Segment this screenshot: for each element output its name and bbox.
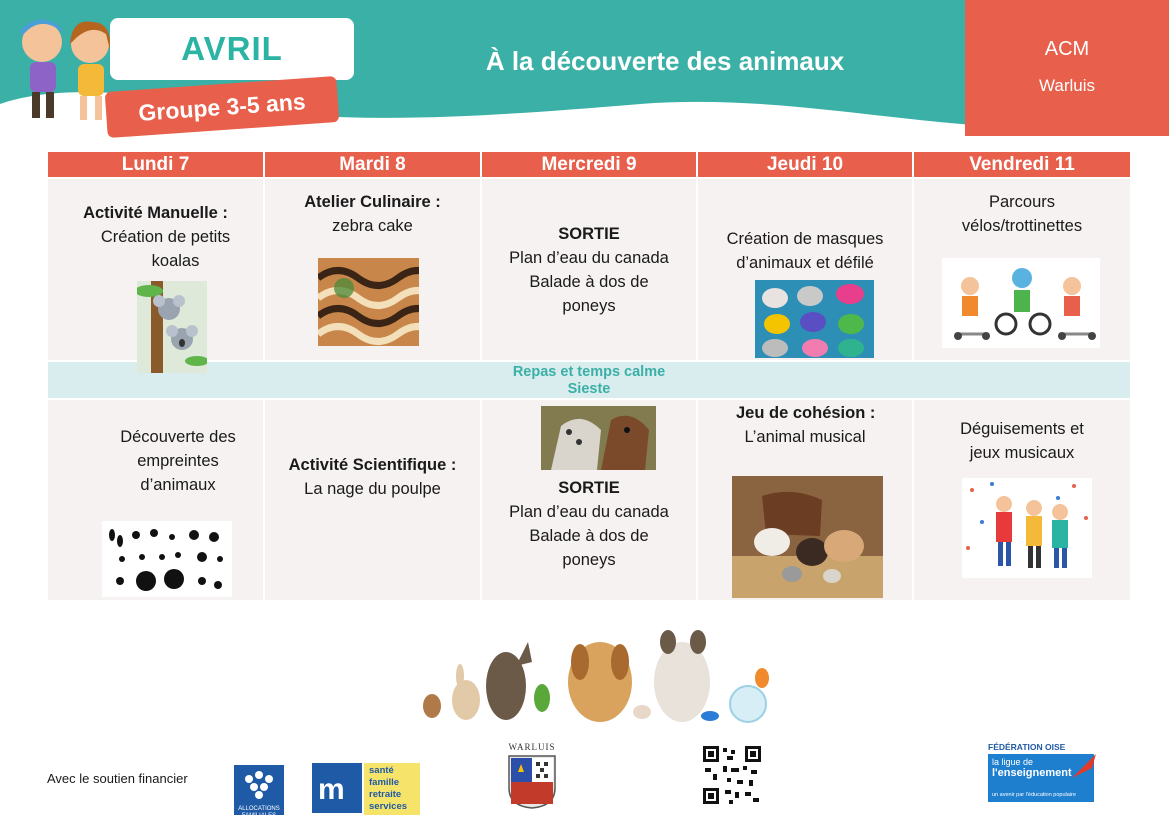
ligue-enseignement-logo: [988, 742, 1100, 804]
page-title: À la découverte des animaux: [485, 46, 845, 76]
afternoon-text-mardi: [275, 453, 470, 501]
msa-line: santé: [369, 765, 394, 776]
msa-line: services: [369, 801, 408, 812]
svg-text:m: m: [318, 773, 345, 806]
koala-craft-image: [137, 281, 207, 373]
ligue-tagline: un avenir par l'éducation populaire: [992, 792, 1076, 798]
ligue-line: l'enseignement: [992, 767, 1072, 779]
msa-line: retraite: [369, 789, 402, 800]
farm-animals-image: [732, 476, 883, 598]
horse-image: [541, 406, 656, 470]
activity-line: Déguisements et: [960, 420, 1084, 438]
group-tag: Groupe 3-5 ans: [105, 76, 340, 138]
animal-footprints-image: [102, 521, 232, 597]
qr-code[interactable]: [701, 744, 763, 806]
activity-line: Parcours: [988, 193, 1056, 211]
zebra-cake-image: [318, 258, 419, 346]
morning-text-vendredi: [924, 190, 1120, 238]
activity-line: poneys: [562, 551, 616, 569]
month-label-box: [110, 18, 354, 80]
lunch-break-row: [48, 362, 1130, 398]
warluis-crest-logo: [497, 742, 567, 812]
day-header-mardi: Mardi 8: [265, 152, 480, 177]
crest-label: WARLUIS: [508, 742, 556, 752]
activity-title: Activité Manuelle :: [83, 204, 228, 222]
activity-line: poneys: [562, 297, 616, 315]
activity-line: jeux musicaux: [969, 444, 1075, 462]
activity-title: SORTIE: [558, 225, 620, 243]
activity-line: Création de masques: [726, 230, 884, 248]
nap-label: Sieste: [567, 381, 611, 397]
msa-line: famille: [369, 777, 400, 788]
activity-line: koalas: [151, 252, 200, 270]
activity-title: Atelier Culinaire :: [304, 193, 441, 211]
morning-text-lundi: [63, 201, 248, 273]
day-header-mercredi: Mercredi 9: [482, 152, 696, 177]
animal-masks-image: [755, 280, 874, 358]
activity-line: zebra cake: [332, 217, 413, 235]
activity-line: La nage du poulpe: [304, 480, 441, 498]
activity-line: Balade à dos de: [529, 527, 649, 545]
afternoon-text-jeudi: [708, 401, 902, 449]
day-header-lundi: Lundi 7: [48, 152, 263, 177]
morning-text-mercredi: [492, 222, 686, 318]
organizer-town: Warluis: [1038, 76, 1096, 95]
bikes-scooters-image: [942, 258, 1100, 348]
activity-title: Activité Scientifique :: [288, 456, 457, 474]
lunch-label: Repas et temps calme: [512, 364, 666, 380]
msa-logo: [312, 763, 420, 815]
costume-party-image: [962, 478, 1092, 578]
morning-text-jeudi: [708, 227, 902, 275]
activity-line: L’animal musical: [744, 428, 866, 446]
weekly-schedule-table: [48, 152, 1130, 600]
afternoon-text-lundi: [93, 425, 263, 497]
caf-logo: [234, 765, 284, 819]
day-header-vendredi: Vendredi 11: [914, 152, 1130, 177]
activity-title: SORTIE: [558, 479, 620, 497]
red-arrow-icon: [1070, 750, 1100, 780]
support-caption: Avec le soutien financier: [47, 771, 188, 786]
afternoon-text-mercredi: [492, 476, 686, 572]
activity-line: d’animaux: [140, 476, 216, 494]
activity-line: Création de petits: [100, 228, 231, 246]
organizer-name: ACM: [1044, 38, 1090, 60]
day-header-jeudi: Jeudi 10: [698, 152, 912, 177]
activity-line: d’animaux et défilé: [736, 254, 874, 272]
activity-line: empreintes: [137, 452, 219, 470]
activity-line: Balade à dos de: [529, 273, 649, 291]
caf-logo-text: ALLOCATIONS FAMILIALES: [238, 806, 280, 819]
animals-group-image: [420, 626, 776, 726]
activity-line: vélos/trottinettes: [961, 217, 1083, 235]
organizer-box: [965, 0, 1169, 136]
activity-line: Plan d’eau du canada: [509, 249, 669, 267]
activity-title: Jeu de cohésion :: [736, 404, 876, 422]
activity-line: Découverte des: [120, 428, 236, 446]
federation-label: FÉDÉRATION OISE: [988, 742, 1066, 752]
ligue-line: la ligue de: [992, 757, 1034, 767]
afternoon-text-vendredi: [924, 417, 1120, 465]
activity-line: Plan d’eau du canada: [509, 503, 669, 521]
morning-text-mardi: [280, 190, 465, 238]
month-label: AVRIL: [181, 30, 283, 67]
